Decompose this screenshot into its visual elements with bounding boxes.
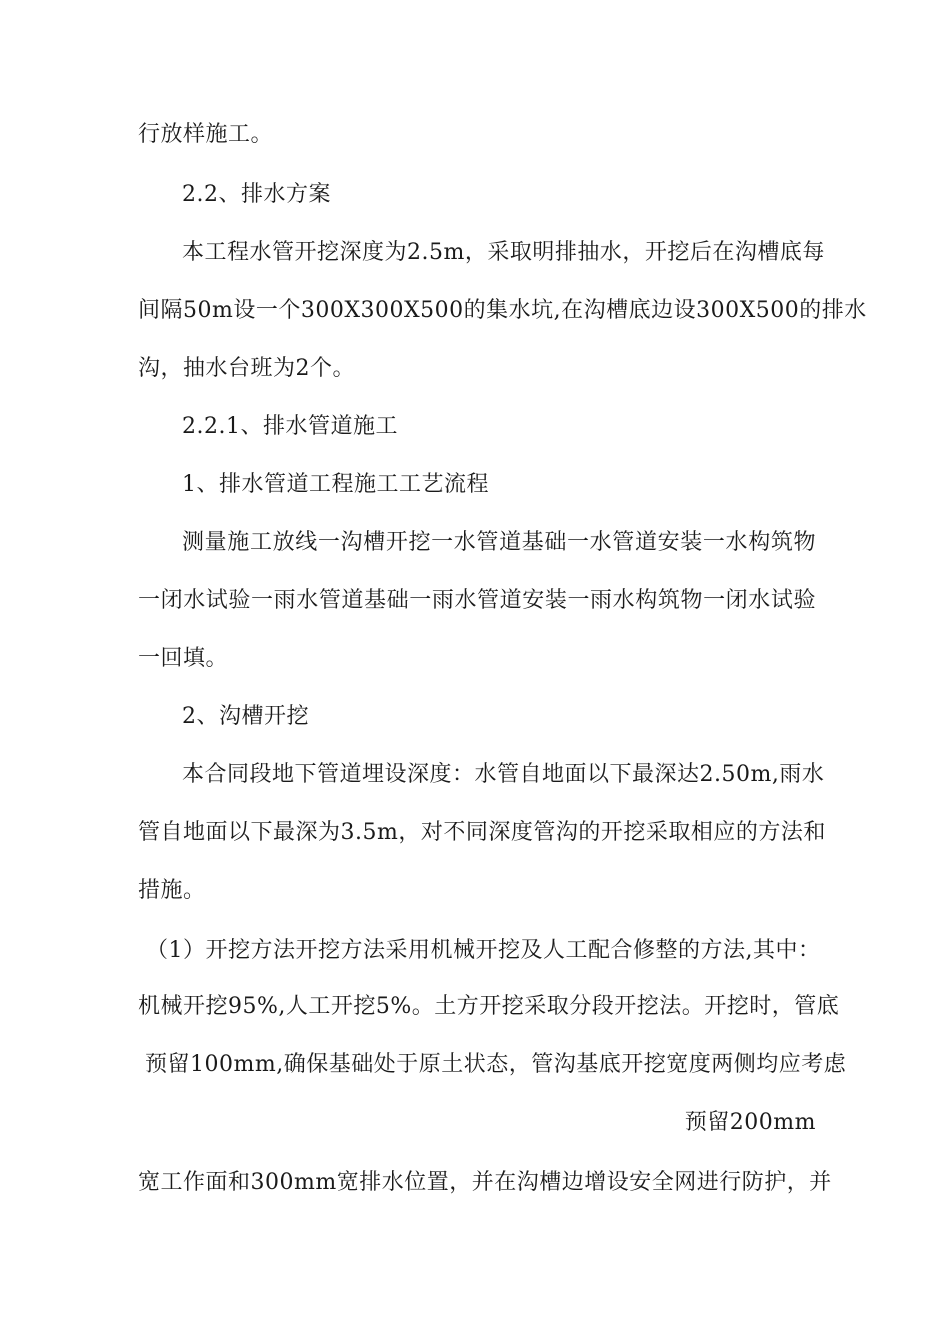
paragraph-line: 措施。 (138, 878, 206, 903)
item-heading: 2、沟槽开挖 (182, 704, 309, 729)
paragraph-line: 一闭水试验一雨水管道基础一雨水管道安装一雨水构筑物一闭水试验 (138, 588, 816, 613)
paragraph-line: 测量施工放线一沟槽开挖一水管道基础一水管道安装一水构筑物 (182, 530, 816, 555)
item-heading: 1、排水管道工程施工工艺流程 (182, 472, 489, 497)
paragraph-line: 沟，抽水台班为2个。 (138, 356, 355, 381)
paragraph-line: 预留200mm (684, 1110, 816, 1135)
paragraph-line: 本合同段地下管道埋设深度：水管自地面以下最深达2.50m,雨水 (182, 762, 825, 787)
paragraph-line: 预留100mm,确保基础处于原土状态，管沟基底开挖宽度两侧均应考虑 (145, 1052, 847, 1077)
paragraph-line: 机械开挖95%,人工开挖5%。土方开挖采取分段开挖法。开挖时，管底 (138, 994, 840, 1019)
paragraph-line: 宽工作面和300mm宽排水位置，并在沟槽边增设安全网进行防护，并 (138, 1170, 832, 1195)
paragraph-line: （1）开挖方法开挖方法采用机械开挖及人工配合修整的方法,其中： (146, 938, 821, 963)
paragraph-line: 管自地面以下最深为3.5m，对不同深度管沟的开挖采取相应的方法和 (138, 820, 826, 845)
paragraph-line: 本工程水管开挖深度为2.5m，采取明排抽水，开挖后在沟槽底每 (182, 240, 825, 265)
paragraph-line: 间隔50m设一个300X300X500的集水坑,在沟槽底边设300X500的排水 (138, 298, 867, 323)
subsection-heading: 2.2.1、排水管道施工 (182, 414, 398, 439)
section-heading: 2.2、排水方案 (182, 182, 331, 207)
paragraph-line: 一回填。 (138, 646, 229, 671)
paragraph-line: 行放样施工。 (138, 122, 274, 147)
